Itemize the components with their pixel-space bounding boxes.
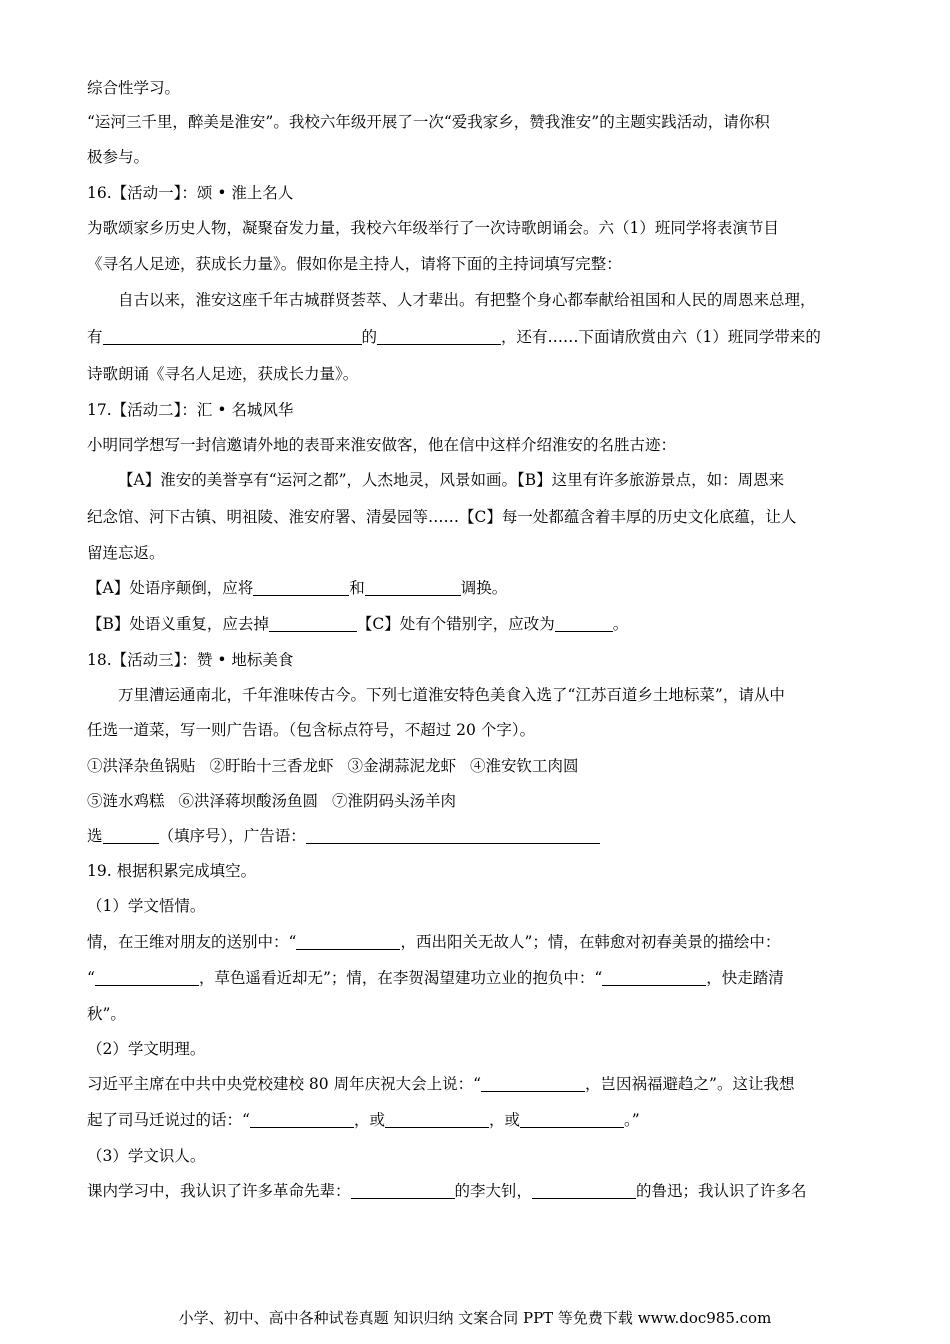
question-18-heading: 18.【活动三】：赞 • 地标美食 (87, 651, 294, 669)
dish-options (87, 791, 950, 811)
dish-option: ③金湖蒜泥龙虾 (347, 757, 457, 775)
text: 的李大钊， (454, 1182, 533, 1200)
text-line: 小明同学想写一封信邀请外地的表哥来淮安做客，他在信中这样介绍淮安的名胜古迹： (87, 436, 677, 454)
answer-blank[interactable] (385, 1111, 489, 1128)
text: 和 (349, 579, 365, 597)
question-19-heading: 19. 根据积累完成填空。 (87, 862, 257, 880)
fill-line (87, 1110, 950, 1130)
answer-blank[interactable] (306, 827, 600, 844)
fill-line (87, 578, 950, 598)
answer-blank[interactable] (532, 1182, 636, 1199)
text: 【B】处语义重复，应去掉 (87, 615, 269, 633)
text: （填序号），广告语： (158, 827, 306, 845)
answer-blank[interactable] (103, 827, 159, 844)
answer-blank[interactable] (555, 615, 613, 632)
text-line: （2）学文明理。 (87, 1040, 206, 1058)
text: 选 (87, 827, 103, 845)
answer-blank[interactable] (103, 328, 362, 345)
text: 起了司马迁说过的话：“ (87, 1111, 250, 1129)
text-line: 诗歌朗诵《寻名人足迹，获成长力量》。 (87, 365, 359, 383)
text: ，还有……下面请欣赏由六（1）班同学带来的 (501, 328, 821, 346)
text: 调换。 (460, 579, 508, 597)
text-line: 留连忘返。 (87, 544, 165, 562)
text-line: 万里漕运通南北，千年淮味传古今。下列七道淮安特色美食入选了“江苏百道乡土地标菜”，请从中 (118, 686, 785, 704)
text: 习近平主席在中共中央党校建校 80 周年庆祝大会上说：“ (87, 1075, 482, 1093)
text: 课内学习中，我认识了许多革命先辈： (87, 1182, 351, 1200)
text: 情，在王维对朋友的送别中：“ (87, 933, 297, 951)
text: 。” (623, 1111, 640, 1129)
text: ，西出阳关无故人”；情，在韩愈对初春美景的描绘中： (400, 933, 781, 951)
fill-line (87, 1181, 950, 1201)
page-footer: 小学、初中、高中各种试卷真题 知识归纳 文案合同 PPT 等免费下载 www.doc985.com (178, 1309, 772, 1327)
dish-option: ①洪泽杂鱼锅贴 (87, 757, 196, 775)
dish-option: ⑤涟水鸡糕 (87, 792, 165, 810)
answer-blank[interactable] (481, 1075, 585, 1092)
text: 有 (87, 328, 103, 346)
fill-line (87, 327, 950, 347)
answer-blank[interactable] (253, 579, 349, 596)
answer-blank[interactable] (269, 615, 357, 632)
fill-line (87, 826, 950, 846)
text: 的鲁迅；我认识了许多名 (636, 1182, 807, 1200)
text: ，草色遥看近却无”；情，在李贺渴望建功立业的抱负中：“ (198, 969, 603, 987)
answer-blank[interactable] (351, 1182, 455, 1199)
text-line: 任选一道菜，写一则广告语。（包含标点符号，不超过 20 个字）。 (87, 721, 536, 739)
answer-blank[interactable] (365, 579, 461, 596)
text-line: 秋”。 (87, 1005, 126, 1023)
text: 【A】处语序颠倒，应将 (87, 579, 254, 597)
text-line: 【A】淮安的美誉享有“运河之都”，人杰地灵，风景如画。【B】这里有许多旅游景点，如：周恩来 (118, 471, 785, 489)
answer-blank[interactable] (296, 933, 400, 950)
dish-option: ⑦淮阴码头汤羊肉 (332, 792, 457, 810)
dish-option: ⑥洪泽蒋坝酸汤鱼圆 (178, 792, 319, 810)
text: ，或 (353, 1111, 385, 1129)
question-16-heading: 16.【活动一】：颂 • 淮上名人 (87, 184, 294, 202)
text: ，或 (488, 1111, 520, 1129)
question-17-heading: 17.【活动二】：汇 • 名城风华 (87, 401, 294, 419)
dish-options (87, 756, 950, 776)
text: 【C】处有个错别字，应改为 (356, 615, 555, 633)
text-line: （1）学文悟情。 (87, 897, 206, 915)
answer-blank[interactable] (377, 328, 501, 345)
fill-line (87, 614, 950, 634)
text-line: （3）学文识人。 (87, 1147, 206, 1165)
answer-blank[interactable] (520, 1111, 624, 1128)
text: “ (87, 969, 95, 987)
text-line: 为歌颂家乡历史人物，凝聚奋发力量，我校六年级举行了一次诗歌朗诵会。六（1）班同学将表演节目 (87, 219, 779, 237)
text: 的 (361, 328, 378, 346)
answer-blank[interactable] (95, 969, 199, 986)
text: 。 (612, 615, 629, 633)
text-line: 纪念馆、河下古镇、明祖陵、淮安府署、清晏园等……【C】每一处都蕴含着丰厚的历史文化底蕴，让人 (87, 508, 797, 526)
text-line: “运河三千里，醉美是淮安”。我校六年级开展了一次“爱我家乡，赞我淮安”的主题实践活动，请你积 (87, 113, 770, 131)
text-line: 自古以来，淮安这座千年古城群贤荟萃、人才辈出。有把整个身心都奉献给祖国和人民的周恩来总理， (118, 291, 816, 309)
dish-option: ④淮安钦工肉圆 (470, 757, 579, 775)
fill-line (87, 968, 950, 988)
text-line: 《寻名人足迹，获成长力量》。假如你是主持人，请将下面的主持词填写完整： (87, 255, 622, 273)
text-line: 综合性学习。 (87, 79, 181, 97)
fill-line (87, 1074, 950, 1094)
answer-blank[interactable] (250, 1111, 354, 1128)
answer-blank[interactable] (602, 969, 706, 986)
dish-option: ②盱眙十三香龙虾 (209, 757, 334, 775)
text: ，岂因祸福避趋之”。这让我想 (585, 1075, 795, 1093)
fill-line (87, 932, 950, 952)
text: ，快走踏清 (706, 969, 784, 987)
text-line: 极参与。 (87, 148, 150, 166)
